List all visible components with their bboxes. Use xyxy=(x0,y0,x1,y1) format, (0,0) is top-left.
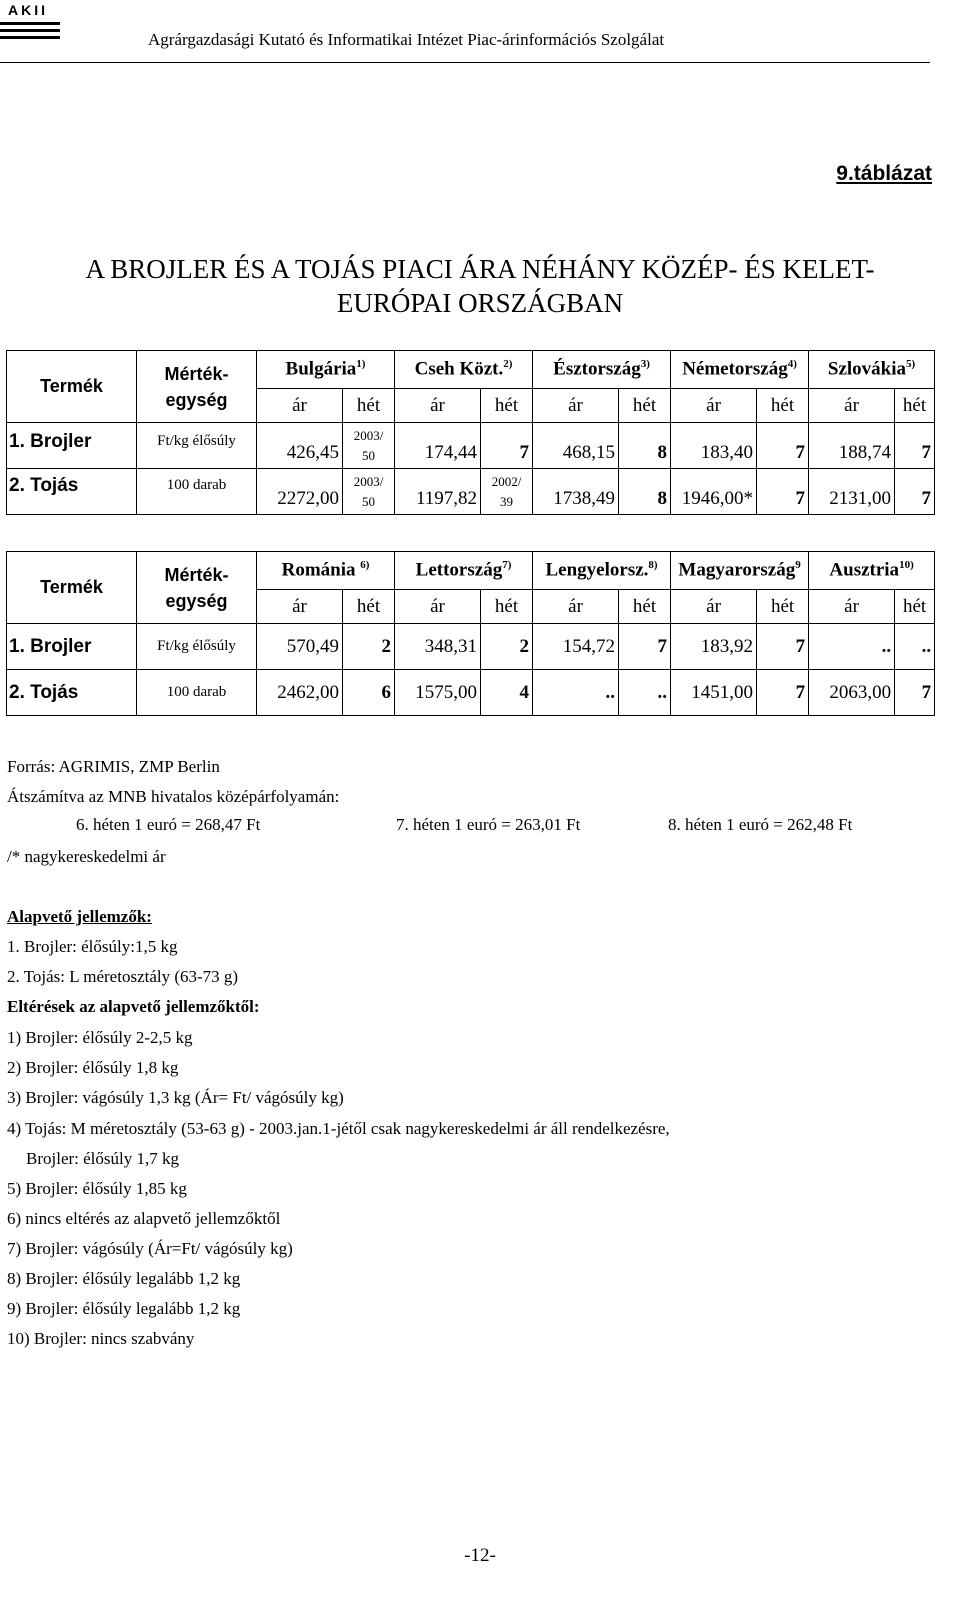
week-cell: 7 xyxy=(757,469,809,515)
week-subheader: hét xyxy=(895,389,935,423)
institute-name: Agrárgazdasági Kutató és Informatikai Intézet Piac-árinformációs Szolgálat xyxy=(148,30,665,49)
price-subheader: ár xyxy=(671,389,757,423)
week-subheader: hét xyxy=(343,389,395,423)
page-header xyxy=(0,0,960,64)
list-item: 1. Brojler: élősúly:1,5 kg xyxy=(7,937,178,956)
week-cell: 2002/ 39 xyxy=(481,469,533,515)
price-subheader: ár xyxy=(257,389,343,423)
week-cell: 7 xyxy=(895,469,935,515)
country-header: Lengyelorsz.$^{8)}$ xyxy=(533,552,671,590)
week-cell: 4 xyxy=(481,670,533,716)
product-cell: 2. Tojás xyxy=(7,670,137,716)
price-cell: 1738,49 xyxy=(533,469,619,515)
list-item: 9) Brojler: élősúly legalább 1,2 kg xyxy=(7,1299,241,1318)
week-subheader: hét xyxy=(481,389,533,423)
list-item: 6) nincs eltérés az alapvető jellemzőktől xyxy=(7,1209,281,1228)
country-header: Románia $^{6)}$ xyxy=(257,552,395,590)
country-header: Észtország$^{3)}$ xyxy=(533,351,671,389)
week-cell: .. xyxy=(619,670,671,716)
unit-cell: 100 darab xyxy=(137,670,257,716)
unit-cell: Ft/kg élősúly xyxy=(137,423,257,469)
product-header: Termék xyxy=(7,552,137,624)
table-row xyxy=(7,670,935,716)
country-header: Lettország$^{7)}$ xyxy=(395,552,533,590)
list-item: 4) Tojás: M méretosztály (53-63 g) - 2003.jan.1-jétől csak nagykereskedelmi ár áll rendelkezésre, xyxy=(7,1119,670,1138)
list-item: 1) Brojler: élősúly 2-2,5 kg xyxy=(7,1028,193,1047)
product-header: Termék xyxy=(7,351,137,423)
price-cell: 183,40 xyxy=(671,423,757,469)
week-cell: 7 xyxy=(757,670,809,716)
price-cell: 2131,00 xyxy=(809,469,895,515)
price-cell: 174,44 xyxy=(395,423,481,469)
price-cell: 348,31 xyxy=(395,624,481,670)
page-title: A BROJLER ÉS A TOJÁS PIACI ÁRA NÉHÁNY KÖZÉP- ÉS KELET- EURÓPAI ORSZÁGBAN xyxy=(85,254,875,318)
price-cell: .. xyxy=(533,670,619,716)
conversion-note: Átszámítva az MNB hivatalos középárfolyamán: xyxy=(7,787,340,806)
week-cell: 7 xyxy=(895,423,935,469)
week-subheader: hét xyxy=(481,590,533,624)
week-cell: 2 xyxy=(343,624,395,670)
rate-week-6: 6. héten 1 euró = 268,47 Ft xyxy=(76,815,261,834)
week-cell: 6 xyxy=(343,670,395,716)
price-cell: 2272,00 xyxy=(257,469,343,515)
wholesale-note: /* nagykereskedelmi ár xyxy=(7,847,166,866)
week-cell: 8 xyxy=(619,469,671,515)
deviations-heading: Eltérések az alapvető jellemzőktől: xyxy=(7,997,260,1016)
price-cell: 1451,00 xyxy=(671,670,757,716)
list-item: 10) Brojler: nincs szabvány xyxy=(7,1329,195,1348)
price-cell: 183,92 xyxy=(671,624,757,670)
price-table-1 xyxy=(6,350,935,515)
price-cell: 1197,82 xyxy=(395,469,481,515)
table-row xyxy=(7,423,935,469)
price-subheader: ár xyxy=(395,590,481,624)
price-cell: 426,45 xyxy=(257,423,343,469)
product-cell: 2. Tojás xyxy=(7,469,137,515)
country-header: Németország$^{4)}$ xyxy=(671,351,809,389)
table-row xyxy=(7,469,935,515)
list-item: 2. Tojás: L méretosztály (63-73 g) xyxy=(7,967,239,986)
price-cell: 1575,00 xyxy=(395,670,481,716)
week-subheader: hét xyxy=(757,389,809,423)
price-cell: 2462,00 xyxy=(257,670,343,716)
price-cell: 1946,00* xyxy=(671,469,757,515)
price-cell: 188,74 xyxy=(809,423,895,469)
country-header: Szlovákia$^{5)}$ xyxy=(809,351,935,389)
source-note: Forrás: AGRIMIS, ZMP Berlin xyxy=(7,757,220,776)
price-subheader: ár xyxy=(809,590,895,624)
table-row xyxy=(7,624,935,670)
week-cell: 2003/ 50 xyxy=(343,469,395,515)
price-cell: .. xyxy=(809,624,895,670)
week-subheader: hét xyxy=(757,590,809,624)
list-item: 3) Brojler: vágósúly 1,3 kg (Ár= Ft/ vágósúly kg) xyxy=(7,1088,344,1107)
unit-header: Mérték- egység xyxy=(137,552,257,624)
list-item: 7) Brojler: vágósúly (Ár=Ft/ vágósúly kg) xyxy=(7,1239,293,1258)
logo-text: AKII xyxy=(8,2,48,18)
price-cell: 154,72 xyxy=(533,624,619,670)
price-subheader: ár xyxy=(809,389,895,423)
week-cell: 7 xyxy=(619,624,671,670)
week-cell: 7 xyxy=(481,423,533,469)
unit-cell: Ft/kg élősúly xyxy=(137,624,257,670)
week-subheader: hét xyxy=(619,590,671,624)
week-subheader: hét xyxy=(343,590,395,624)
price-cell: 468,15 xyxy=(533,423,619,469)
price-cell: 2063,00 xyxy=(809,670,895,716)
list-item: 5) Brojler: élősúly 1,85 kg xyxy=(7,1179,187,1198)
product-cell: 1. Brojler xyxy=(7,423,137,469)
price-subheader: ár xyxy=(533,389,619,423)
basic-heading: Alapvető jellemzők: xyxy=(7,907,152,926)
price-subheader: ár xyxy=(395,389,481,423)
header-divider xyxy=(0,62,930,63)
price-table-2 xyxy=(6,551,935,716)
country-header: Ausztria$^{10)}$ xyxy=(809,552,935,590)
week-cell: .. xyxy=(895,624,935,670)
price-subheader: ár xyxy=(533,590,619,624)
akii-logo xyxy=(0,2,60,48)
table-number: 9.táblázat xyxy=(836,162,932,185)
country-header: Magyarország$^9$ xyxy=(671,552,809,590)
week-cell: 7 xyxy=(895,670,935,716)
list-item: 2) Brojler: élősúly 1,8 kg xyxy=(7,1058,179,1077)
product-cell: 1. Brojler xyxy=(7,624,137,670)
page-number: -12- xyxy=(464,1545,496,1566)
week-cell: 2 xyxy=(481,624,533,670)
unit-header: Mérték- egység xyxy=(137,351,257,423)
unit-cell: 100 darab xyxy=(137,469,257,515)
price-cell: 570,49 xyxy=(257,624,343,670)
week-subheader: hét xyxy=(895,590,935,624)
country-header: Cseh Közt.$^{2)}$ xyxy=(395,351,533,389)
week-cell: 7 xyxy=(757,423,809,469)
list-item: Brojler: élősúly 1,7 kg xyxy=(26,1149,179,1168)
week-cell: 2003/ 50 xyxy=(343,423,395,469)
week-cell: 8 xyxy=(619,423,671,469)
rate-week-7: 7. héten 1 euró = 263,01 Ft xyxy=(396,815,581,834)
list-item: 8) Brojler: élősúly legalább 1,2 kg xyxy=(7,1269,241,1288)
week-cell: 7 xyxy=(757,624,809,670)
price-subheader: ár xyxy=(671,590,757,624)
price-subheader: ár xyxy=(257,590,343,624)
week-subheader: hét xyxy=(619,389,671,423)
country-header: Bulgária$^{1)}$ xyxy=(257,351,395,389)
rate-week-8: 8. héten 1 euró = 262,48 Ft xyxy=(668,815,853,834)
